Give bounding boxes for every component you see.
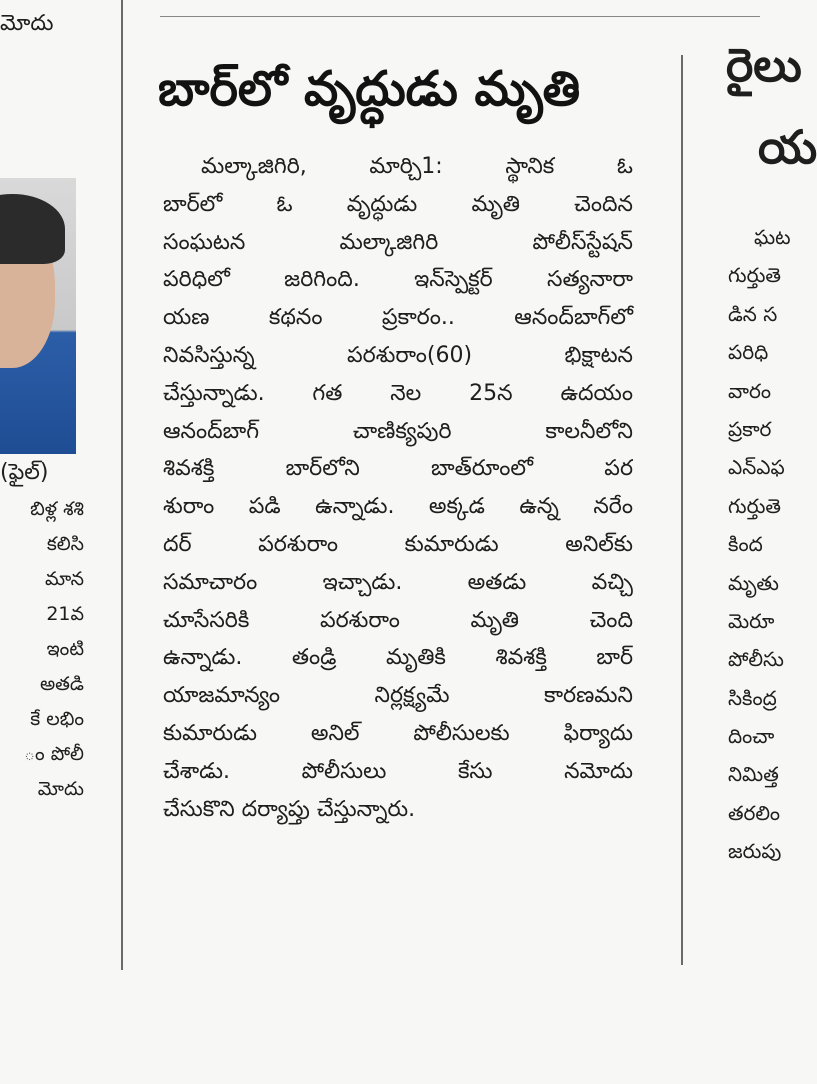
text-line: వారం <box>728 378 771 403</box>
text-line: బిళ్ల శశి <box>30 498 84 520</box>
article-line: సంఘటన మల్కాజిగిరి పోలీస్‌స్టేషన్ <box>163 229 633 255</box>
person-photo <box>0 178 76 454</box>
article-line: చేస్తున్నాడు. గత నెల 25న ఉదయం <box>163 380 633 406</box>
photo-caption: (ఫైల్) <box>0 460 49 485</box>
article-line: మల్కాజిగిరి, మార్చి1: స్థానిక ఓ <box>201 154 633 179</box>
article-line: దర్ పరశురాం కుమారుడు అనిల్‌కు <box>163 531 633 557</box>
text-line: ఇంటి <box>46 638 84 660</box>
article-line: చేశాడు. పోలీసులు కేసు నమోదు <box>163 758 633 784</box>
text-line: పోలీసు <box>728 647 784 672</box>
text-line: ప్రకార <box>728 416 772 441</box>
text-line: గుర్తుతె <box>728 263 781 288</box>
text-line: డిన స <box>728 301 778 326</box>
article-line: యణ కథనం ప్రకారం.. ఆనంద్‌బాగ్‌లో <box>163 305 633 331</box>
article-line: ఉన్నాడు. తండ్రి మృతికి శివశక్తి బార్ <box>163 645 633 671</box>
article-line: చేసుకొని దర్యాప్తు చేస్తున్నారు. <box>163 796 416 822</box>
column-divider-right <box>681 55 683 965</box>
article-line: యాజమాన్యం నిర్లక్ష్యమే కారణమని <box>163 683 633 709</box>
right-headline-line2: య <box>758 120 817 174</box>
left-adjacent-column <box>0 0 120 1084</box>
article-line: సమాచారం ఇచ్చాడు. అతడు వచ్చి <box>163 569 633 595</box>
text-line: తరలిం <box>728 800 781 825</box>
text-line: నిమిత్త <box>728 762 779 787</box>
article-body <box>163 148 633 828</box>
article-line: శురాం పడి ఉన్నాడు. అక్కడ ఉన్న నరేం <box>163 494 633 520</box>
article-line: శివశక్తి బార్‌లోని బాత్‌రూంలో పర <box>163 456 633 482</box>
right-headline-line1: రైలు <box>726 38 802 92</box>
text-line: గుర్తుతె <box>728 493 781 518</box>
text-line: ఘట <box>754 225 791 249</box>
text-line: మెరూ <box>728 608 775 633</box>
column-divider-left <box>121 0 123 970</box>
article-line: బార్‌లో ఓ వృద్ధుడు మృతి చెందిన <box>163 191 633 217</box>
text-line: దించా <box>728 724 775 749</box>
person-hair <box>0 194 65 264</box>
text-line: మృతు <box>728 570 779 595</box>
article-line: పరిధిలో జరిగింది. ఇన్‌స్పెక్టర్ సత్యనారా <box>163 267 633 293</box>
left-column-top-fragment: మోదు <box>0 11 54 36</box>
right-adjacent-column <box>686 0 817 1084</box>
text-line: కే లభిం <box>30 708 84 730</box>
text-line: కలిసి <box>46 533 84 555</box>
text-line: కింద <box>728 532 763 557</box>
article-headline: బార్‌లో వృద్ధుడు మృతి <box>158 61 581 117</box>
article-line: నివసిస్తున్న పరశురాం(60) భిక్షాటన <box>163 342 633 368</box>
text-line: సికింద్ర <box>728 685 777 710</box>
text-line: మోదు <box>37 778 84 800</box>
text-line: పరిధి <box>728 340 769 365</box>
text-line: ఎన్ఎఫ <box>728 455 785 480</box>
text-line: ం పోలీ <box>24 743 84 765</box>
right-column-text <box>728 218 791 871</box>
left-column-text <box>0 492 84 807</box>
article-line: ఆనంద్‌బాగ్ చాణిక్యపురి కాలనీలోని <box>163 418 633 444</box>
article-line: చూసేసరికి పరశురాం మృతి చెంది <box>163 607 633 633</box>
top-rule <box>160 16 760 17</box>
text-line: 21వ <box>46 603 84 625</box>
article-line: కుమారుడు అనిల్ పోలీసులకు ఫిర్యాదు <box>163 720 633 746</box>
text-line: అతడి <box>39 673 84 695</box>
text-line: మాన <box>45 568 84 590</box>
text-line: జరుపు <box>728 839 782 864</box>
